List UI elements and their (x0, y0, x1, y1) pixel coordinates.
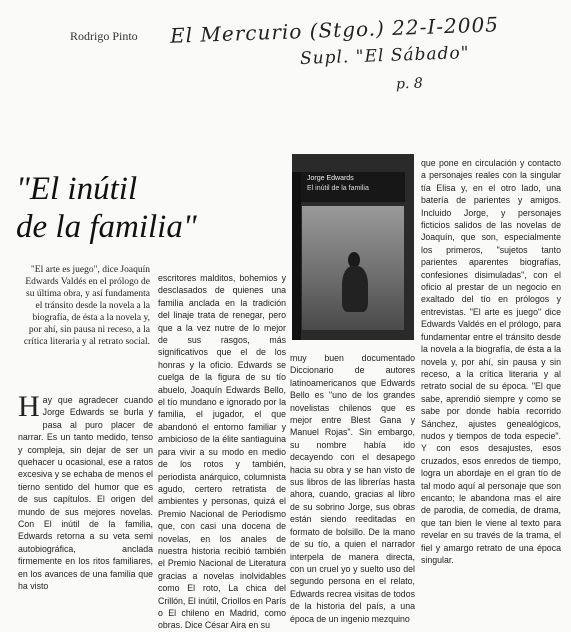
handwritten-source-note: El Mercurio (Stgo.) 22-I-2005 (169, 12, 500, 48)
book-cover-photo (302, 206, 404, 330)
book-cover-author: Jorge Edwards (307, 175, 354, 182)
article-column-4: que pone en circulación y contacto a personajes reales con la singular tía Elisa y, en el otro lado, una batería de parientes y amigos. Incluido Jorge, y personajes ficticios salidos de las novelas de Joaquín, que son, especialmente los primeros, "sujetos tanto parientes aparentes biografías, confesiones disimuladas", con el oficio al prestar de un negocio en exaltado del tío en prólogos y entrevistas. "El arte es juego" dice Edwards Valdés en el prólogo, para fundamentar entre el tránsito desde la novela a la biografía, de ésta a la novela y, por ahí, sin pausa y sin receso, a la crítica literaria y al retrato social de su época. "El que sabe, aprendió siempre y como se sabe por donde había recorrido Sánchez, ajustes genealógicos, nudos y tiempos de toda especie". Y con esos desajustes, esos cruzados, esos enredos de tiempo, logra un abordaje en el gran tío de tal modo aquí al personaje que son encanto; le abandona mas el aire de parodia, de comedia, de drama, que tan bien le viene al texto para revelar en su través de la trama, el fiel y amargo retrato de una época singular. (421, 158, 561, 565)
book-cover-title-band (301, 172, 405, 202)
article-title-line1: "El inútil (16, 171, 138, 207)
article-column-1-text: ay que agradecer cuando Jorge Edwards se burla y pasa al puro placer de narrar. Es un tanto medido, tenso y compleja, sin dejar de ser un quehacer u ocasional, ese a ratos excesiva y se echaba de menos el tierno sentido del humor que es de sus capítulos. El origen del mundo de sus mejores novelas. Con El inútil de la familia, Edwards retorna a su veta semi autobiográfica, anclada firmemente en los ritos familiares, en los avances de una familia que ha visto (18, 395, 153, 592)
book-cover-title: El inútil de la familia (307, 185, 369, 192)
drop-cap: H (18, 390, 40, 423)
article-title-line2: de la familia" (16, 209, 197, 245)
article-intro: "El arte es juego", dice Joaquín Edwards Valdés en el prólogo de su última obra, y así fundamenta el tránsito desde la novela a la biografía, de ésta a la novela y, por ahí, sin pausa ni receso, a la crítica literaria y al retrato social. (23, 265, 150, 347)
article-column-3: muy buen documentado Diccionario de autores latinoamericanos que Edwards Bello es "uno de los grandes novelistas chilenos que es mejor entre Blest Gana y Manuel Rojas". Sin embargo, su nombre había ido decayendo con el desapego hacia su obra y se han visto de sus libros de las librerías hasta ahora, cuando, gracias al libro de su sobrino Jorge, sus obras están siendo reeditadas en formato de bolsillo. De la mano de su tío, a quien el narrador interpela de manera directa, con un cruel yo y suelto uso del segundo persona en el relato, Edwards recrea visitas de todos de la historia del país, a una época de un ingenio mezquino (290, 353, 415, 624)
article-column-2: escritores malditos, bohemios y desclasados de quienes una familia anclada en la tradición del linaje trata de renegar, pero que a la vez nutre de lo mejor de sus rasgos, más significativos que el de los honras y la oficio. Edwards se cuelga de la figura de su tío abuelo, Joaquín Edwards Bello, el tío mundano e ignorado por la familia, el jugador, el que abandonó el entorno familiar y ambicioso de la élite santiaguina para vivir a su modo en medio de los rotos y también, periodista anárquico, columnista agudo, certero retratista de ambientes y personas, quizá el Premio Nacional de Periodismo que, con casi una docena de novelas, en los anales de nuestra historia recibió también el Premio Nacional de Literatura gracias a novelas inolvidables como El roto, La chica del Crillón, El inútil, Criollos en París o El chileno en Madrid, como obras. Dice César Aira en su (158, 273, 286, 631)
handwritten-supplement-note: Supl. "El Sábado" (299, 43, 470, 69)
book-cover-spine (292, 172, 301, 340)
book-cover (292, 154, 414, 340)
article-title (16, 170, 246, 246)
handwritten-page-note: p. 8 (395, 75, 424, 93)
byline: Rodrigo Pinto (70, 29, 138, 43)
horse-figure (342, 266, 368, 312)
article-column-1 (18, 390, 153, 593)
